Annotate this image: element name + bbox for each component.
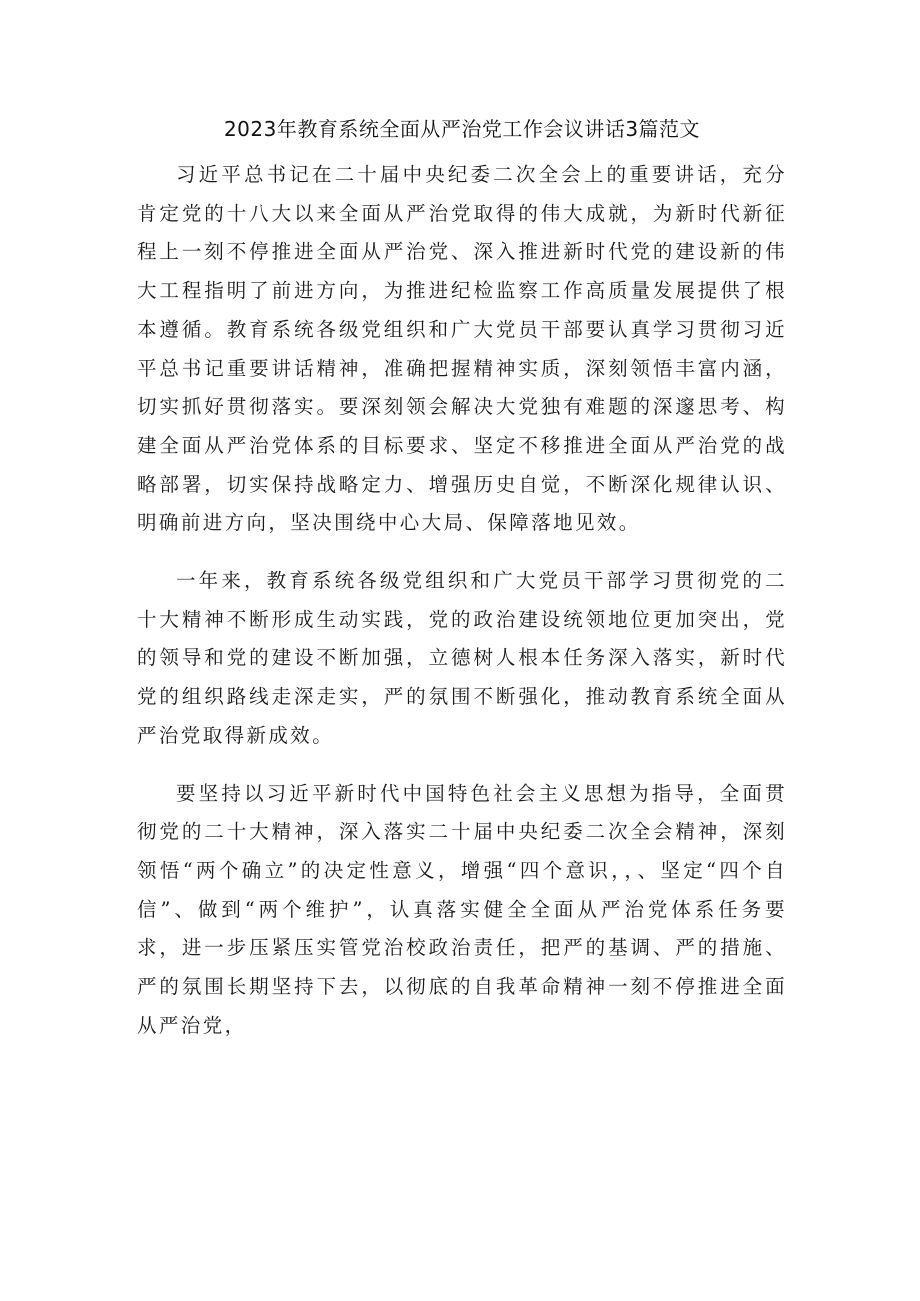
paragraph-2: 一年来，教育系统各级党组织和广大党员干部学习贯彻党的二十大精神不断形成生动实践，党的政治建设统领地位更加突出，党的领导和党的建设不断加强，立德树人根本任务深入落实，新时代党的组织路线走深走实，严的氛围不断强化，推动教育系统全面从严治党取得新成效。 bbox=[137, 569, 787, 747]
document-title: 2023年教育系统全面从严治党工作会议讲话3篇范文 bbox=[223, 117, 701, 141]
paragraph-3: 要坚持以习近平新时代中国特色社会主义思想为指导，全面贯彻党的二十大精神，深入落实二十届中央纪委二次全会精神，深刻领悟“两个确立”的决定性意义，增强“四个意识，，、坚定“四个自信”、做到“两个维护”，认真落实健全全面从严治党体系任务要求，进一步压紧压实管党治校政治责任，把严的基调、严的措施、严的氛围长期坚持下去，以彻底的自我革命精神一刻不停推进全面从严治党， bbox=[137, 781, 787, 1037]
paragraph-1: 习近平总书记在二十届中央纪委二次全会上的重要讲话，充分肯定党的十八大以来全面从严治党取得的伟大成就，为新时代新征程上一刻不停推进全面从严治党、深入推进新时代党的建设新的伟大工程指明了前进方向，为推进纪检监察工作高质量发展提供了根本遵循。教育系统各级党组织和广大党员干部要认真学习贯彻习近平总书记重要讲话精神，准确把握精神实质，深刻领悟丰富内涵，切实抓好贯彻落实。要深刻领会解决大党独有难题的深邃思考、构建全面从严治党体系的目标要求、坚定不移推进全面从严治党的战略部署，切实保持战略定力、增强历史自觉，不断深化规律认识、明确前进方向，坚决围绕中心大局、保障落地见效。 bbox=[137, 163, 787, 535]
